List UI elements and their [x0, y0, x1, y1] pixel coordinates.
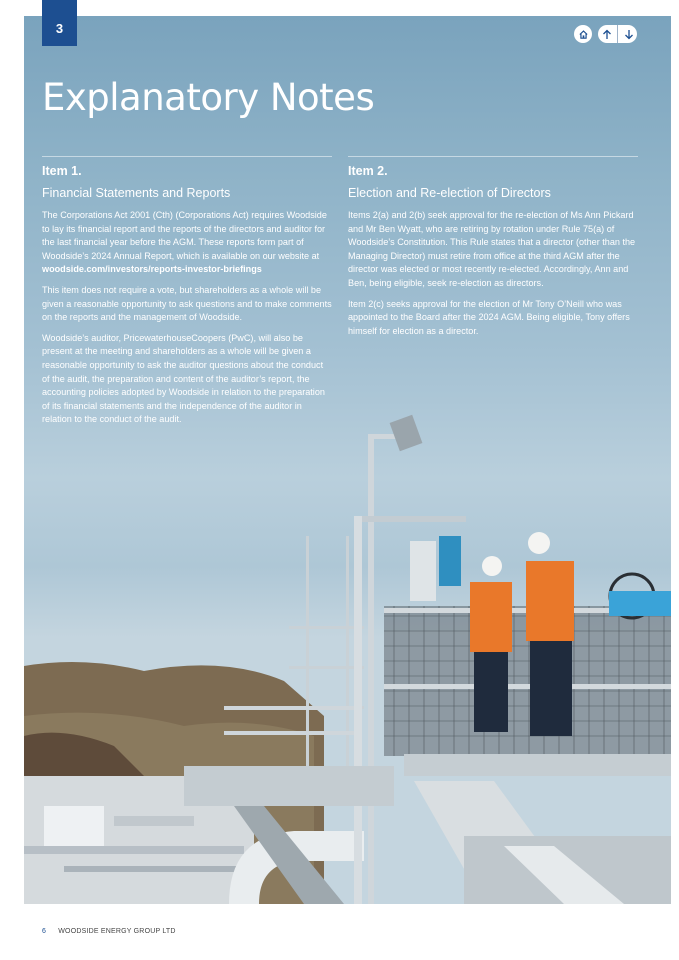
item-1-number: Item 1. [42, 164, 82, 178]
item-1-paragraph-3: Woodside’s auditor, PricewaterhouseCoopers (PwC), will also be present at the meeting and shareholders as a whole will be given a reasonable opportunity to ask the auditor questions about the conduct of the audit, the preparation and content of the auditor’s report, the accounting policies adopted by Woodside in relation to the preparation of its financial statements and the independence of the auditor in relation to the conduct of the audit. [42, 332, 325, 425]
item-2-heading: Election and Re-election of Directors [348, 186, 551, 200]
arrow-down-icon [624, 29, 634, 40]
item-2-paragraph-1: Items 2(a) and 2(b) seek approval for the re-election of Ms Ann Pickard and Mr Ben Wyatt, who are retiring by rotation under Rule 75(a) of Woodside’s Constitution. This Rule states that a director (other than the Managing Director) must retire from office at the third AGM after the director was elected or most recently re-elected. Accordingly, Ann and Ben, being eligible, seek re-election as directors. [348, 210, 636, 288]
footer-page-number: 6 [42, 928, 47, 935]
hero-photo-panel [24, 16, 671, 904]
item-1-column [42, 156, 332, 434]
home-button[interactable] [574, 25, 592, 43]
page-title: Explanatory Notes [42, 76, 375, 119]
section-number-tab [42, 0, 77, 46]
item-1-paragraph-1 [42, 209, 332, 277]
footer-company-name: WOODSIDE ENERGY GROUP LTD [58, 928, 176, 935]
column-divider [348, 156, 638, 157]
next-page-button[interactable] [620, 25, 637, 43]
column-divider [42, 156, 332, 157]
item-2-number: Item 2. [348, 164, 388, 178]
item-2-paragraph-2: Item 2(c) seeks approval for the election of Mr Tony O’Neill who was appointed to the Board after the 2024 AGM. Being eligible, Tony offers himself for election as a director. [348, 298, 630, 336]
item-1-paragraph-2: This item does not require a vote, but shareholders as a whole will be given a reasonable opportunity to ask questions and to make comments on the reports and the management of Woodside. [42, 284, 332, 323]
nav-divider [617, 25, 618, 43]
arrow-up-icon [602, 29, 612, 40]
item-2-column [348, 156, 638, 345]
section-number: 3 [55, 20, 64, 36]
item-1-heading: Financial Statements and Reports [42, 186, 231, 200]
home-icon [578, 29, 589, 40]
page-footer [42, 928, 176, 935]
annual-report-link[interactable]: woodside.com/investors/reports-investor-briefings [42, 264, 262, 275]
industrial-site-photo [24, 16, 671, 904]
item-1-paragraph-1-text: The Corporations Act 2001 (Cth) (Corporations Act) requires Woodside to lay its financial report and the reports of the directors and auditor for the last financial year before the AGM. These reports form part of Woodside’s 2024 Annual Report, which is available on our website at [42, 210, 327, 261]
page-nav-arrows [598, 25, 637, 43]
previous-page-button[interactable] [598, 25, 615, 43]
